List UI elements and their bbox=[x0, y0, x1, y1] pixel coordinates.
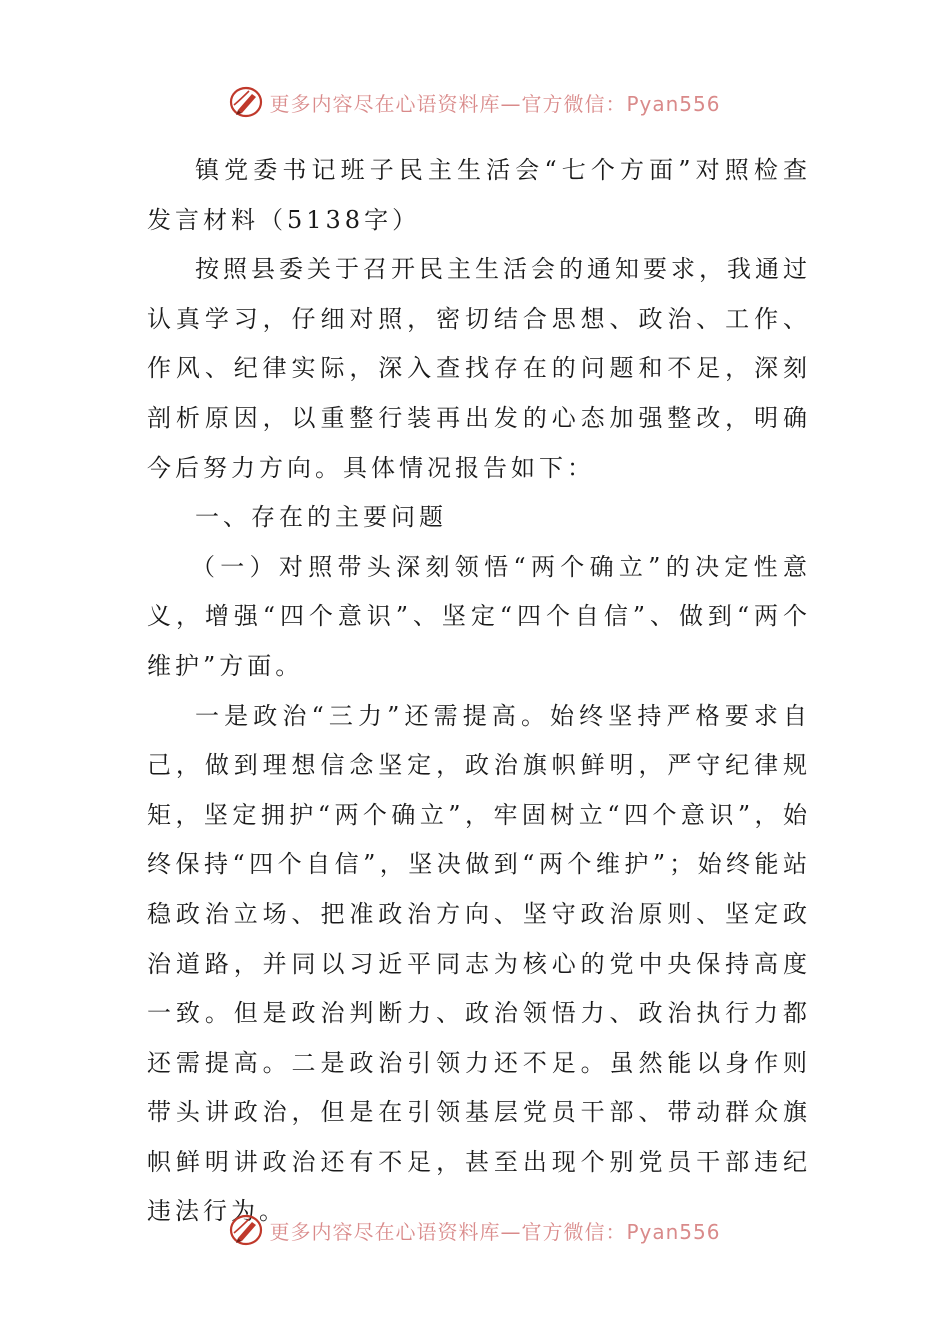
watermark-banner-top bbox=[0, 80, 950, 124]
section-heading: 一、存在的主要问题 bbox=[195, 503, 447, 532]
watermark-banner-bottom bbox=[0, 1208, 950, 1252]
document-title: 镇党委书记班子民主生活会“七个方面”对照检查发言材料（5138字） bbox=[147, 156, 811, 234]
document-body bbox=[147, 146, 811, 1237]
pen-nib-logo-icon bbox=[229, 1213, 263, 1247]
subsection-heading: （一）对照带头深刻领悟“两个确立”的决定性意义，增强“四个意识”、坚定“四个自信”、做到“两个维护”方面。 bbox=[147, 552, 811, 680]
watermark-text: 更多内容尽在心语资料库—官方微信：Pyan556 bbox=[269, 91, 721, 116]
paragraph-intro: 按照县委关于召开民主生活会的通知要求，我通过认真学习，仔细对照，密切结合思想、政治、工作、作风、纪律实际，深入查找存在的问题和不足，深刻剖析原因，以重整行装再出发的心态加强整改，明确今后努力方向。具体情况报告如下： bbox=[147, 255, 811, 482]
pen-nib-logo-icon bbox=[229, 85, 263, 119]
watermark-text: 更多内容尽在心语资料库—官方微信：Pyan556 bbox=[269, 1219, 721, 1244]
paragraph-body: 一是政治“三力”还需提高。始终坚持严格要求自己，做到理想信念坚定，政治旗帜鲜明，严守纪律规矩，坚定拥护“两个确立”，牢固树立“四个意识”，始终保持“四个自信”，坚决做到“两个维护”；始终能站稳政治立场、把准政治方向、坚守政治原则、坚定政治道路，并同以习近平同志为核心的党中央保持高度一致。但是政治判断力、政治领悟力、政治执行力都还需提高。二是政治引领力还不足。虽然能以身作则带头讲政治，但是在引领基层党员干部、带动群众旗帜鲜明讲政治还有不足，甚至出现个别党员干部违纪违法行为。 bbox=[147, 701, 811, 1226]
